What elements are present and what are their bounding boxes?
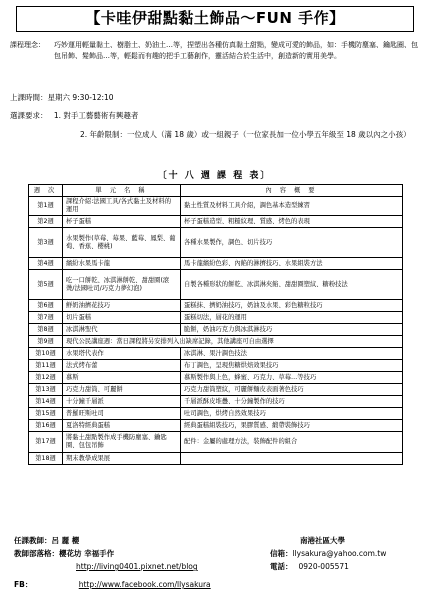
week-cell: 第4週 (29, 258, 63, 270)
requirements-label: 選課要求： (10, 111, 48, 120)
unit-cell: 吃一口餅乾、冰淇淋餅乾、甜甜圈(滾燙/法國吐司/巧克力夢幻泡) (63, 270, 181, 300)
content-cell: 黏土性質及材料工具介紹，調色基本造型練習 (181, 197, 403, 216)
table-row (29, 312, 403, 324)
content-cell: 經典蛋糕組裝技巧，果膠質感、緞帶裝飾技巧 (181, 420, 403, 432)
table-row (29, 372, 403, 384)
blog-link[interactable]: http://living0401.pixnet.net/blog (76, 562, 198, 571)
table-row (29, 432, 403, 453)
content-cell: 杯子蛋糕造型、粗糙紋理、質感、烤色的表現 (181, 216, 403, 228)
unit-cell: 期末教學成果展 (63, 453, 181, 465)
week-cell: 第15週 (29, 408, 63, 420)
schedule-table (28, 184, 403, 465)
content-cell: 千層派酥皮堆疊、十分鐘製作的技巧 (181, 396, 403, 408)
unit-cell: 繽紛水果馬卡龍 (63, 258, 181, 270)
schedule-table-title: 〔十 八 週 課 程 表〕 (157, 171, 272, 181)
week-cell: 第1週 (29, 197, 63, 216)
content-cell: 蛋糕切法，層花的運用 (181, 312, 403, 324)
footer-row-4 (14, 580, 414, 590)
content-cell (181, 453, 403, 465)
concept-label: 課程理念： (10, 41, 45, 49)
week-cell: 第13週 (29, 384, 63, 396)
week-cell: 第6週 (29, 300, 63, 312)
table-row (29, 360, 403, 372)
content-cell: 脆餅，奶油巧克力與冰淇淋技巧 (181, 324, 403, 336)
unit-cell: 將黏土甜點製作成手機防塵塞、鑰匙圈、包包吊飾 (63, 432, 181, 453)
content-cell: 布丁調色，呈現焦糖烘焙效果技巧 (181, 360, 403, 372)
week-cell: 第17週 (29, 432, 63, 453)
content-cell: 冰淇淋、果汁調色技法 (181, 348, 403, 360)
week-cell: 第18週 (29, 453, 63, 465)
week-cell: 第9週 (29, 336, 63, 348)
instructor-name: 任課教師：呂 麗 櫻 (14, 536, 80, 545)
header-week: 週 次 (29, 185, 63, 197)
table-row (29, 453, 403, 465)
content-cell: 吐司調色，烘烤自然效果技巧 (181, 408, 403, 420)
week-cell: 第10週 (29, 348, 63, 360)
unit-cell: 水果塔代表作 (63, 348, 181, 360)
week-cell: 第2週 (29, 216, 63, 228)
unit-cell: 水果製作(草莓、莓果、藍莓、鳳梨、葡萄、香蕉、櫻桃) (63, 228, 181, 258)
content-cell: 自製各種形狀的餅乾、冰淇淋夾餡、甜甜圈塑紋、糖粉技法 (181, 270, 403, 300)
footer-row-2 (14, 549, 414, 559)
course-title: 【卡哇伊甜點黏土飾品～FUN 手作】 (16, 6, 414, 32)
footer-row-3 (14, 562, 414, 572)
week-cell: 第5週 (29, 270, 63, 300)
unit-cell: 杯子蛋糕 (63, 216, 181, 228)
email-label: 信箱： (270, 549, 293, 558)
email-address[interactable]: llysakura@yahoo.com.tw (292, 549, 387, 558)
unit-cell: 鮮奶油擠花技巧 (63, 300, 181, 312)
class-time: 上課時間：星期六 9:30-12:10 (10, 93, 114, 102)
fb-link[interactable]: http://www.facebook.com/llysakura (78, 580, 211, 589)
table-row (29, 348, 403, 360)
table-row (29, 258, 403, 270)
table-row (29, 324, 403, 336)
unit-cell: 課程介紹:法國工具/各式黏土及材料的運用 (63, 197, 181, 216)
header-unit: 單 元 名 稱 (63, 185, 181, 197)
footer-row-1 (14, 536, 414, 546)
table-row (29, 408, 403, 420)
content-cell: 各種水果製作，調色、切片技巧 (181, 228, 403, 258)
table-row (29, 197, 403, 216)
week-cell: 第12週 (29, 372, 63, 384)
requirement-1: 1. 對手工藝藝術有興趣者 (53, 111, 139, 120)
week-cell: 第8週 (29, 324, 63, 336)
unit-cell: 切片蛋糕 (63, 312, 181, 324)
table-row (29, 420, 403, 432)
unit-cell: 夏洛特經典蛋糕 (63, 420, 181, 432)
week-cell: 第3週 (29, 228, 63, 258)
content-cell: 巧克力甜筒塑紋，可麗餅麵皮表面著色技巧 (181, 384, 403, 396)
content-cell: 配件：金屬的處理方法，裝飾配件的組合 (181, 432, 403, 453)
school-name: 南港社區大學 (300, 536, 345, 545)
table-row (29, 216, 403, 228)
table-row (29, 228, 403, 258)
table-row (29, 336, 403, 348)
phone-label: 電話： (270, 562, 293, 571)
table-row (29, 270, 403, 300)
concept-text: 巧妙運用輕量黏土、樹脂土、奶油土…等，捏塑出各種仿真黏土甜點，變成可愛的飾品，如：手機防塵塞、鑰匙圈、包包吊飾、髮飾品…等，輕鬆而有趣的把手工藝創作，靈活結合於生活中，創造新的實用美學。 (54, 41, 418, 60)
requirements-line-1 (10, 111, 138, 121)
course-concept (10, 40, 422, 62)
table-header-row (29, 185, 403, 197)
unit-cell: 現代公民講座週：當日課程將另安排列入出缺席記錄，其他講座可自由選擇 (63, 336, 403, 348)
unit-cell: 普羅旺斯吐司 (63, 408, 181, 420)
fb-label: FB： (14, 580, 33, 589)
phone-number: 0920-005571 (298, 562, 349, 571)
unit-cell: 法式烤布蕾 (63, 360, 181, 372)
week-cell: 第11週 (29, 360, 63, 372)
phone-line (270, 562, 349, 572)
week-cell: 第7週 (29, 312, 63, 324)
unit-cell: 巧克力甜筒、可麗餅 (63, 384, 181, 396)
unit-cell: 慕斯 (63, 372, 181, 384)
blog-label: 教師部落格：櫻花坊 幸福手作 (14, 549, 115, 558)
content-cell: 慕斯製作與上色，蜂蜜、巧克力、草莓…等技巧 (181, 372, 403, 384)
week-cell: 第16週 (29, 420, 63, 432)
table-row (29, 396, 403, 408)
email-line (270, 549, 386, 559)
table-row (29, 300, 403, 312)
requirement-2: 2. 年齡限制：一位成人（滿 18 歲）或一組親子（一位家長加一位小學五年級至 18 歲以內之小孩） (80, 130, 411, 139)
table-row (29, 384, 403, 396)
week-cell: 第14週 (29, 396, 63, 408)
header-content: 內 容 概 要 (181, 185, 403, 197)
unit-cell: 十分鐘千層派 (63, 396, 181, 408)
content-cell: 蛋糕抹、擠奶油技巧，奶油及水果、彩色糖粒技巧 (181, 300, 403, 312)
content-cell: 馬卡龍繽紛色彩、內餡的淋擠技巧、水果組裝方法 (181, 258, 403, 270)
unit-cell: 冰淇淋聖代 (63, 324, 181, 336)
